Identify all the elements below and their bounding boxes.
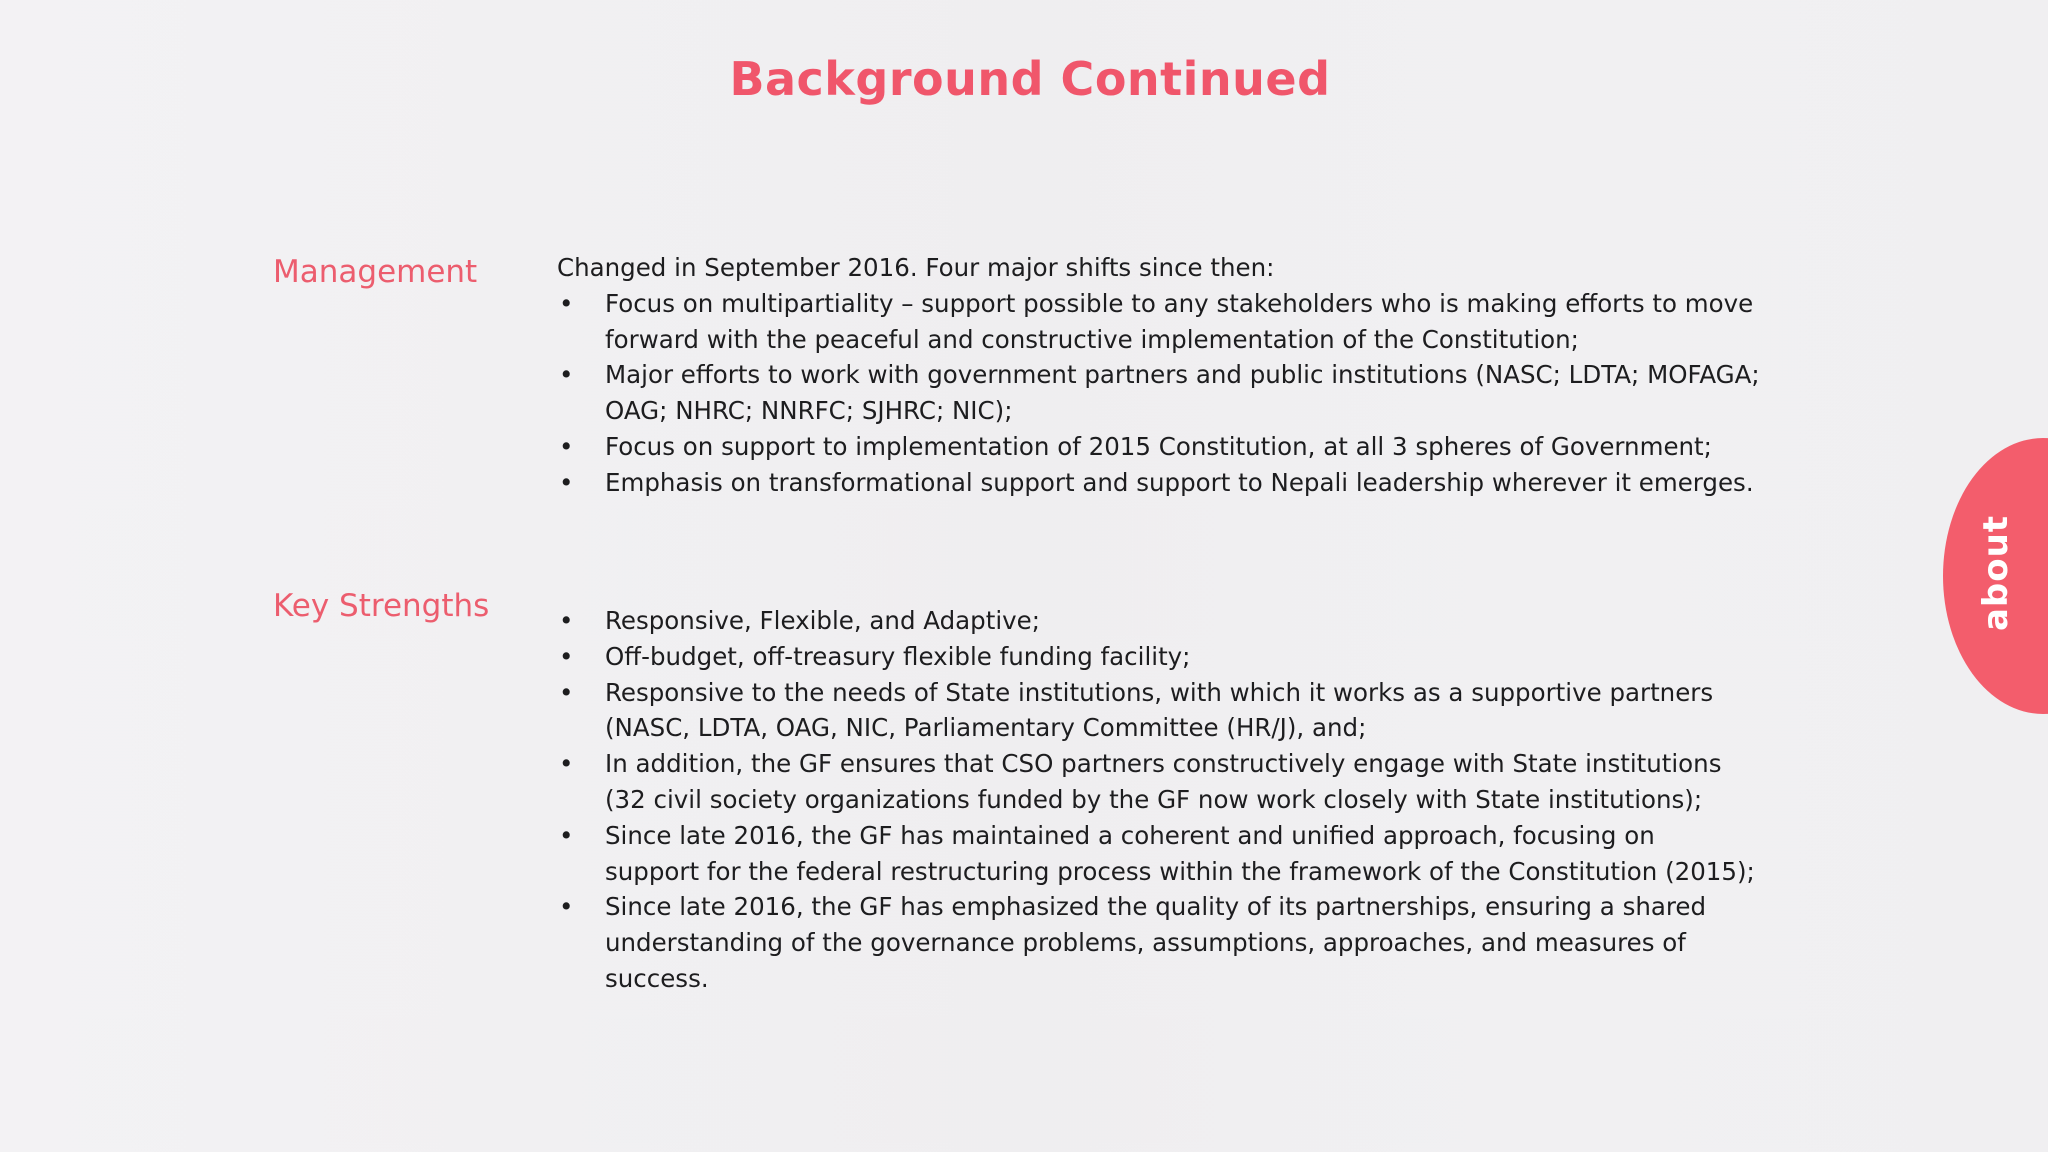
bullet-icon: • xyxy=(559,892,574,922)
bullet-icon: • xyxy=(559,641,574,671)
list-item-text: Focus on multipartiality – support possible to any stakeholders who is making efforts to move xyxy=(605,288,1754,318)
bullet-icon: • xyxy=(559,467,574,497)
about-tab-label[interactable]: about xyxy=(1976,514,2016,632)
bullet-icon: • xyxy=(559,288,574,318)
list-item-text: understanding of the governance problems, assumptions, approaches, and measures of xyxy=(605,928,1686,958)
list-item xyxy=(557,357,1760,429)
management-label: Management xyxy=(273,254,478,290)
bullet-icon: • xyxy=(559,749,574,779)
management-content xyxy=(557,250,1760,501)
list-item xyxy=(557,889,1757,996)
list-item-text: Since late 2016, the GF has emphasized the quality of its partnerships, ensuring a shared xyxy=(605,892,1707,922)
slide-title: Background Continued xyxy=(729,52,1331,106)
list-item-text: support for the federal restructuring process within the framework of the Constitution (2015); xyxy=(605,856,1755,886)
list-item-text: Major efforts to work with government partners and public institutions (NASC; LDTA; MOFAGA; xyxy=(605,360,1760,390)
list-item xyxy=(557,429,1757,465)
list-item xyxy=(557,603,1757,639)
list-item-text: Responsive to the needs of State institutions, with which it works as a supportive partners xyxy=(605,677,1714,707)
management-list xyxy=(557,286,1760,501)
list-item-text: Off-budget, off-treasury flexible funding facility; xyxy=(605,641,1191,671)
list-item xyxy=(557,639,1757,675)
list-item-text: Since late 2016, the GF has maintained a coherent and unified approach, focusing on xyxy=(605,820,1655,850)
list-item xyxy=(557,286,1757,358)
bullet-icon: • xyxy=(559,360,574,390)
list-item xyxy=(557,675,1757,747)
list-item xyxy=(557,465,1757,501)
list-item xyxy=(557,818,1757,890)
bullet-icon: • xyxy=(559,431,574,461)
list-item-text: success. xyxy=(605,963,709,993)
list-item xyxy=(557,746,1757,818)
list-item-text: (NASC, LDTA, OAG, NIC, Parliamentary Committee (HR/J), and; xyxy=(605,713,1367,743)
list-item-text: Focus on support to implementation of 2015 Constitution, at all 3 spheres of Government; xyxy=(605,431,1712,461)
management-intro: Changed in September 2016. Four major shifts since then: xyxy=(557,253,1275,282)
key-strengths-list xyxy=(557,603,1757,997)
list-item-text: (32 civil society organizations funded by the GF now work closely with State institutions); xyxy=(605,784,1703,814)
list-item-text: In addition, the GF ensures that CSO partners constructively engage with State institutions xyxy=(605,749,1722,779)
bullet-icon: • xyxy=(559,820,574,850)
list-item-text: OAG; NHRC; NNRFC; SJHRC; NIC); xyxy=(605,396,1013,426)
list-item-text: Responsive, Flexible, and Adaptive; xyxy=(605,606,1040,635)
bullet-icon: • xyxy=(559,677,574,707)
key-strengths-content xyxy=(557,603,1757,997)
key-strengths-label: Key Strengths xyxy=(273,588,490,624)
bullet-icon: • xyxy=(559,606,574,635)
list-item-text: Emphasis on transformational support and support to Nepali leadership wherever it emerges. xyxy=(605,467,1754,497)
list-item-text: forward with the peaceful and constructive implementation of the Constitution; xyxy=(605,324,1579,354)
